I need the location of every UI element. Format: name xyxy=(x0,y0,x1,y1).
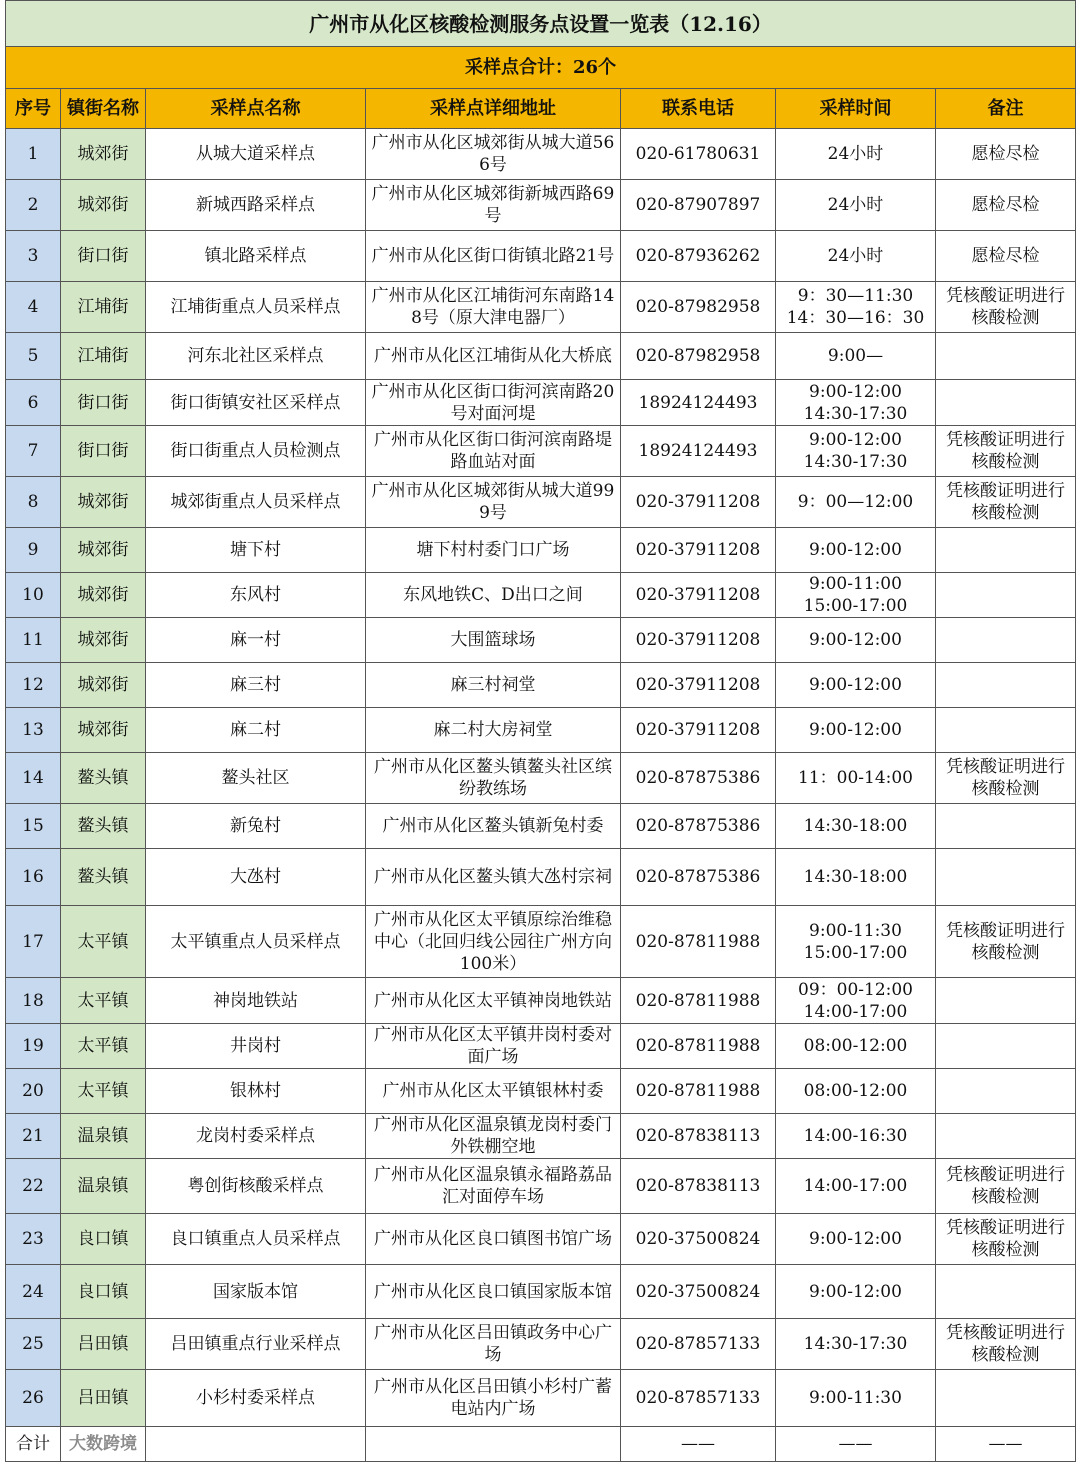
cell-note: 愿检尽检 xyxy=(936,231,1076,282)
cell-time: 08:00-12:00 xyxy=(776,1069,936,1114)
cell-time: 9:00-12:00 xyxy=(776,1214,936,1265)
table-row xyxy=(6,804,1076,849)
cell-site-name: 银林村 xyxy=(146,1069,366,1114)
table-row xyxy=(6,849,1076,906)
cell-seq: 5 xyxy=(6,333,61,380)
cell-time: 9:00-12:00 14:30-17:30 xyxy=(776,426,936,477)
cell-note: 凭核酸证明进行核酸检测 xyxy=(936,282,1076,333)
table-row xyxy=(6,1114,1076,1159)
site-total: 采样点合计：26个 xyxy=(6,47,1076,89)
table-row xyxy=(6,618,1076,663)
cell-seq: 12 xyxy=(6,663,61,708)
cell-seq: 3 xyxy=(6,231,61,282)
cell-address: 麻三村祠堂 xyxy=(366,663,621,708)
cell-site-name: 太平镇重点人员采样点 xyxy=(146,906,366,978)
cell-note xyxy=(936,573,1076,618)
cell-note xyxy=(936,1114,1076,1159)
footer-phone: —— xyxy=(621,1427,776,1462)
cell-town: 太平镇 xyxy=(61,1024,146,1069)
cell-phone: 020-87811988 xyxy=(621,1024,776,1069)
footer-empty-cell xyxy=(146,1427,366,1462)
table-row xyxy=(6,528,1076,573)
cell-seq: 6 xyxy=(6,380,61,426)
cell-town: 江埔街 xyxy=(61,333,146,380)
cell-phone: 020-87811988 xyxy=(621,906,776,978)
table-row xyxy=(6,333,1076,380)
cell-site-name: 国家版本馆 xyxy=(146,1265,366,1319)
cell-address: 广州市从化区城郊街新城西路69号 xyxy=(366,180,621,231)
cell-site-name: 新城西路采样点 xyxy=(146,180,366,231)
cell-phone: 020-87811988 xyxy=(621,1069,776,1114)
footer-empty-cell xyxy=(366,1427,621,1462)
cell-phone: 020-37911208 xyxy=(621,618,776,663)
cell-note: 凭核酸证明进行核酸检测 xyxy=(936,426,1076,477)
cell-site-name: 大氹村 xyxy=(146,849,366,906)
cell-time: 14:30-18:00 xyxy=(776,849,936,906)
cell-note xyxy=(936,663,1076,708)
cell-time: 14:30-18:00 xyxy=(776,804,936,849)
cell-phone: 020-37911208 xyxy=(621,573,776,618)
cell-note xyxy=(936,380,1076,426)
table-row xyxy=(6,573,1076,618)
cell-time: 9:00-12:00 xyxy=(776,1265,936,1319)
cell-time: 9:00-11:30 xyxy=(776,1370,936,1427)
cell-note: 凭核酸证明进行核酸检测 xyxy=(936,1319,1076,1370)
cell-address: 广州市从化区太平镇神岗地铁站 xyxy=(366,978,621,1024)
cell-site-name: 城郊街重点人员采样点 xyxy=(146,477,366,528)
cell-note xyxy=(936,1370,1076,1427)
cell-note xyxy=(936,849,1076,906)
cell-seq: 16 xyxy=(6,849,61,906)
header-seq: 序号 xyxy=(6,89,61,129)
cell-note: 愿检尽检 xyxy=(936,180,1076,231)
cell-time: 08:00-12:00 xyxy=(776,1024,936,1069)
cell-town: 城郊街 xyxy=(61,477,146,528)
cell-note xyxy=(936,804,1076,849)
cell-address: 东风地铁C、D出口之间 xyxy=(366,573,621,618)
cell-site-name: 小杉村委采样点 xyxy=(146,1370,366,1427)
cell-phone: 020-87936262 xyxy=(621,231,776,282)
cell-site-name: 麻一村 xyxy=(146,618,366,663)
cell-address: 广州市从化区城郊街从城大道566号 xyxy=(366,129,621,180)
cell-time: 9:00— xyxy=(776,333,936,380)
table-row xyxy=(6,1265,1076,1319)
cell-seq: 24 xyxy=(6,1265,61,1319)
table-row xyxy=(6,708,1076,753)
cell-phone: 020-61780631 xyxy=(621,129,776,180)
cell-time: 9：00—12:00 xyxy=(776,477,936,528)
cell-address: 广州市从化区太平镇银林村委 xyxy=(366,1069,621,1114)
cell-seq: 4 xyxy=(6,282,61,333)
cell-address: 大围篮球场 xyxy=(366,618,621,663)
cell-town: 城郊街 xyxy=(61,573,146,618)
cell-address: 塘下村村委门口广场 xyxy=(366,528,621,573)
cell-site-name: 东风村 xyxy=(146,573,366,618)
cell-address: 广州市从化区温泉镇永福路荔品汇对面停车场 xyxy=(366,1159,621,1214)
cell-town: 街口街 xyxy=(61,231,146,282)
table-row xyxy=(6,1319,1076,1370)
cell-note xyxy=(936,1265,1076,1319)
cell-address: 广州市从化区街口街河滨南路堤路血站对面 xyxy=(366,426,621,477)
cell-town: 街口街 xyxy=(61,426,146,477)
cell-time: 14:00-16:30 xyxy=(776,1114,936,1159)
cell-address: 广州市从化区城郊街从城大道999号 xyxy=(366,477,621,528)
cell-address: 广州市从化区江埔街河东南路148号（原大津电器厂） xyxy=(366,282,621,333)
cell-town: 温泉镇 xyxy=(61,1114,146,1159)
cell-town: 江埔街 xyxy=(61,282,146,333)
cell-time: 9:00-11:30 15:00-17:00 xyxy=(776,906,936,978)
cell-phone: 020-37500824 xyxy=(621,1214,776,1265)
cell-address: 广州市从化区良口镇图书馆广场 xyxy=(366,1214,621,1265)
cell-site-name: 河东北社区采样点 xyxy=(146,333,366,380)
cell-site-name: 街口街重点人员检测点 xyxy=(146,426,366,477)
header-time: 采样时间 xyxy=(776,89,936,129)
table-row xyxy=(6,282,1076,333)
cell-site-name: 麻三村 xyxy=(146,663,366,708)
cell-phone: 18924124493 xyxy=(621,380,776,426)
footer-total-label: 合计 xyxy=(6,1427,61,1462)
table-row xyxy=(6,129,1076,180)
table-title: 广州市从化区核酸检测服务点设置一览表（12.16） xyxy=(6,1,1076,47)
table-row xyxy=(6,180,1076,231)
header-site-name: 采样点名称 xyxy=(146,89,366,129)
header-note: 备注 xyxy=(936,89,1076,129)
table-row xyxy=(6,906,1076,978)
cell-note: 凭核酸证明进行核酸检测 xyxy=(936,1159,1076,1214)
cell-town: 城郊街 xyxy=(61,528,146,573)
cell-town: 温泉镇 xyxy=(61,1159,146,1214)
table-row xyxy=(6,1214,1076,1265)
cell-address: 麻二村大房祠堂 xyxy=(366,708,621,753)
cell-time: 14:30-17:30 xyxy=(776,1319,936,1370)
footer-note: —— xyxy=(936,1427,1076,1462)
cell-time: 9:00-11:00 15:00-17:00 xyxy=(776,573,936,618)
header-phone: 联系电话 xyxy=(621,89,776,129)
table-row xyxy=(6,380,1076,426)
table-row xyxy=(6,663,1076,708)
cell-seq: 1 xyxy=(6,129,61,180)
table-row xyxy=(6,1159,1076,1214)
cell-seq: 18 xyxy=(6,978,61,1024)
header-town: 镇街名称 xyxy=(61,89,146,129)
table-row xyxy=(6,1069,1076,1114)
table-row xyxy=(6,231,1076,282)
table-row xyxy=(6,978,1076,1024)
cell-address: 广州市从化区温泉镇龙岗村委门外铁棚空地 xyxy=(366,1114,621,1159)
table-row xyxy=(6,753,1076,804)
cell-town: 良口镇 xyxy=(61,1265,146,1319)
cell-site-name: 镇北路采样点 xyxy=(146,231,366,282)
cell-town: 吕田镇 xyxy=(61,1370,146,1427)
cell-address: 广州市从化区太平镇原综治维稳中心（北回归线公园往广州方向100米） xyxy=(366,906,621,978)
cell-time: 9:00-12:00 14:30-17:30 xyxy=(776,380,936,426)
summary-row xyxy=(6,47,1076,89)
cell-site-name: 粤创街核酸采样点 xyxy=(146,1159,366,1214)
cell-phone: 020-87857133 xyxy=(621,1370,776,1427)
cell-site-name: 江埔街重点人员采样点 xyxy=(146,282,366,333)
cell-seq: 26 xyxy=(6,1370,61,1427)
cell-time: 9:00-12:00 xyxy=(776,528,936,573)
cell-phone: 020-87907897 xyxy=(621,180,776,231)
cell-seq: 20 xyxy=(6,1069,61,1114)
cell-phone: 020-37911208 xyxy=(621,477,776,528)
cell-phone: 020-87838113 xyxy=(621,1114,776,1159)
cell-note: 愿检尽检 xyxy=(936,129,1076,180)
cell-address: 广州市从化区街口街镇北路21号 xyxy=(366,231,621,282)
cell-phone: 020-87982958 xyxy=(621,333,776,380)
cell-note: 凭核酸证明进行核酸检测 xyxy=(936,753,1076,804)
footer-row xyxy=(6,1427,1076,1462)
cell-note: 凭核酸证明进行核酸检测 xyxy=(936,477,1076,528)
cell-time: 14:00-17:00 xyxy=(776,1159,936,1214)
header-address: 采样点详细地址 xyxy=(366,89,621,129)
cell-town: 城郊街 xyxy=(61,180,146,231)
cell-site-name: 塘下村 xyxy=(146,528,366,573)
cell-town: 鳌头镇 xyxy=(61,753,146,804)
title-row xyxy=(6,1,1076,47)
cell-note xyxy=(936,1069,1076,1114)
cell-time: 24小时 xyxy=(776,129,936,180)
cell-seq: 15 xyxy=(6,804,61,849)
table-row xyxy=(6,1370,1076,1427)
cell-time: 09：00-12:00 14:00-17:00 xyxy=(776,978,936,1024)
cell-phone: 020-37911208 xyxy=(621,528,776,573)
cell-phone: 020-37911208 xyxy=(621,663,776,708)
cell-seq: 17 xyxy=(6,906,61,978)
cell-town: 城郊街 xyxy=(61,618,146,663)
cell-time: 9:00-12:00 xyxy=(776,708,936,753)
cell-note xyxy=(936,708,1076,753)
cell-phone: 18924124493 xyxy=(621,426,776,477)
cell-site-name: 麻二村 xyxy=(146,708,366,753)
cell-town: 吕田镇 xyxy=(61,1319,146,1370)
cell-note xyxy=(936,978,1076,1024)
cell-time: 9：30—11:30 14：30—16：30 xyxy=(776,282,936,333)
cell-site-name: 吕田镇重点行业采样点 xyxy=(146,1319,366,1370)
cell-address: 广州市从化区江埔街从化大桥底 xyxy=(366,333,621,380)
cell-seq: 7 xyxy=(6,426,61,477)
cell-phone: 020-87811988 xyxy=(621,978,776,1024)
cell-town: 城郊街 xyxy=(61,708,146,753)
cell-time: 24小时 xyxy=(776,180,936,231)
cell-note xyxy=(936,618,1076,663)
cell-town: 鳌头镇 xyxy=(61,849,146,906)
watermark-text: 大数跨境 xyxy=(61,1427,146,1462)
cell-town: 良口镇 xyxy=(61,1214,146,1265)
cell-address: 广州市从化区太平镇井岗村委对面广场 xyxy=(366,1024,621,1069)
cell-time: 24小时 xyxy=(776,231,936,282)
cell-address: 广州市从化区街口街河滨南路20号对面河堤 xyxy=(366,380,621,426)
cell-phone: 020-87857133 xyxy=(621,1319,776,1370)
cell-town: 城郊街 xyxy=(61,129,146,180)
cell-site-name: 新兔村 xyxy=(146,804,366,849)
cell-site-name: 良口镇重点人员采样点 xyxy=(146,1214,366,1265)
cell-seq: 19 xyxy=(6,1024,61,1069)
cell-site-name: 街口街镇安社区采样点 xyxy=(146,380,366,426)
cell-address: 广州市从化区吕田镇政务中心广场 xyxy=(366,1319,621,1370)
cell-address: 广州市从化区良口镇国家版本馆 xyxy=(366,1265,621,1319)
footer-time: —— xyxy=(776,1427,936,1462)
cell-phone: 020-87875386 xyxy=(621,753,776,804)
cell-address: 广州市从化区鳌头镇新兔村委 xyxy=(366,804,621,849)
cell-note: 凭核酸证明进行核酸检测 xyxy=(936,906,1076,978)
cell-time: 9:00-12:00 xyxy=(776,663,936,708)
cell-phone: 020-87982958 xyxy=(621,282,776,333)
cell-note xyxy=(936,1024,1076,1069)
cell-site-name: 神岗地铁站 xyxy=(146,978,366,1024)
table-row xyxy=(6,1024,1076,1069)
cell-seq: 8 xyxy=(6,477,61,528)
testing-sites-table xyxy=(5,0,1076,1462)
table-row xyxy=(6,477,1076,528)
cell-note xyxy=(936,333,1076,380)
cell-seq: 9 xyxy=(6,528,61,573)
cell-note: 凭核酸证明进行核酸检测 xyxy=(936,1214,1076,1265)
cell-time: 9:00-12:00 xyxy=(776,618,936,663)
cell-site-name: 鳌头社区 xyxy=(146,753,366,804)
cell-seq: 2 xyxy=(6,180,61,231)
cell-phone: 020-87875386 xyxy=(621,804,776,849)
cell-address: 广州市从化区鳌头镇大氹村宗祠 xyxy=(366,849,621,906)
cell-seq: 11 xyxy=(6,618,61,663)
cell-address: 广州市从化区鳌头镇鳌头社区缤纷教练场 xyxy=(366,753,621,804)
cell-site-name: 从城大道采样点 xyxy=(146,129,366,180)
cell-seq: 10 xyxy=(6,573,61,618)
cell-phone: 020-37911208 xyxy=(621,708,776,753)
cell-time: 11：00-14:00 xyxy=(776,753,936,804)
cell-town: 太平镇 xyxy=(61,906,146,978)
cell-seq: 13 xyxy=(6,708,61,753)
table-row xyxy=(6,426,1076,477)
cell-town: 太平镇 xyxy=(61,1069,146,1114)
cell-address: 广州市从化区吕田镇小杉村广蓄电站内广场 xyxy=(366,1370,621,1427)
cell-phone: 020-87875386 xyxy=(621,849,776,906)
cell-town: 鳌头镇 xyxy=(61,804,146,849)
cell-site-name: 井岗村 xyxy=(146,1024,366,1069)
cell-town: 街口街 xyxy=(61,380,146,426)
cell-phone: 020-87838113 xyxy=(621,1159,776,1214)
cell-seq: 14 xyxy=(6,753,61,804)
cell-town: 太平镇 xyxy=(61,978,146,1024)
cell-site-name: 龙岗村委采样点 xyxy=(146,1114,366,1159)
cell-town: 城郊街 xyxy=(61,663,146,708)
cell-seq: 21 xyxy=(6,1114,61,1159)
header-row xyxy=(6,89,1076,129)
cell-seq: 25 xyxy=(6,1319,61,1370)
cell-seq: 22 xyxy=(6,1159,61,1214)
cell-phone: 020-37500824 xyxy=(621,1265,776,1319)
cell-seq: 23 xyxy=(6,1214,61,1265)
cell-note xyxy=(936,528,1076,573)
